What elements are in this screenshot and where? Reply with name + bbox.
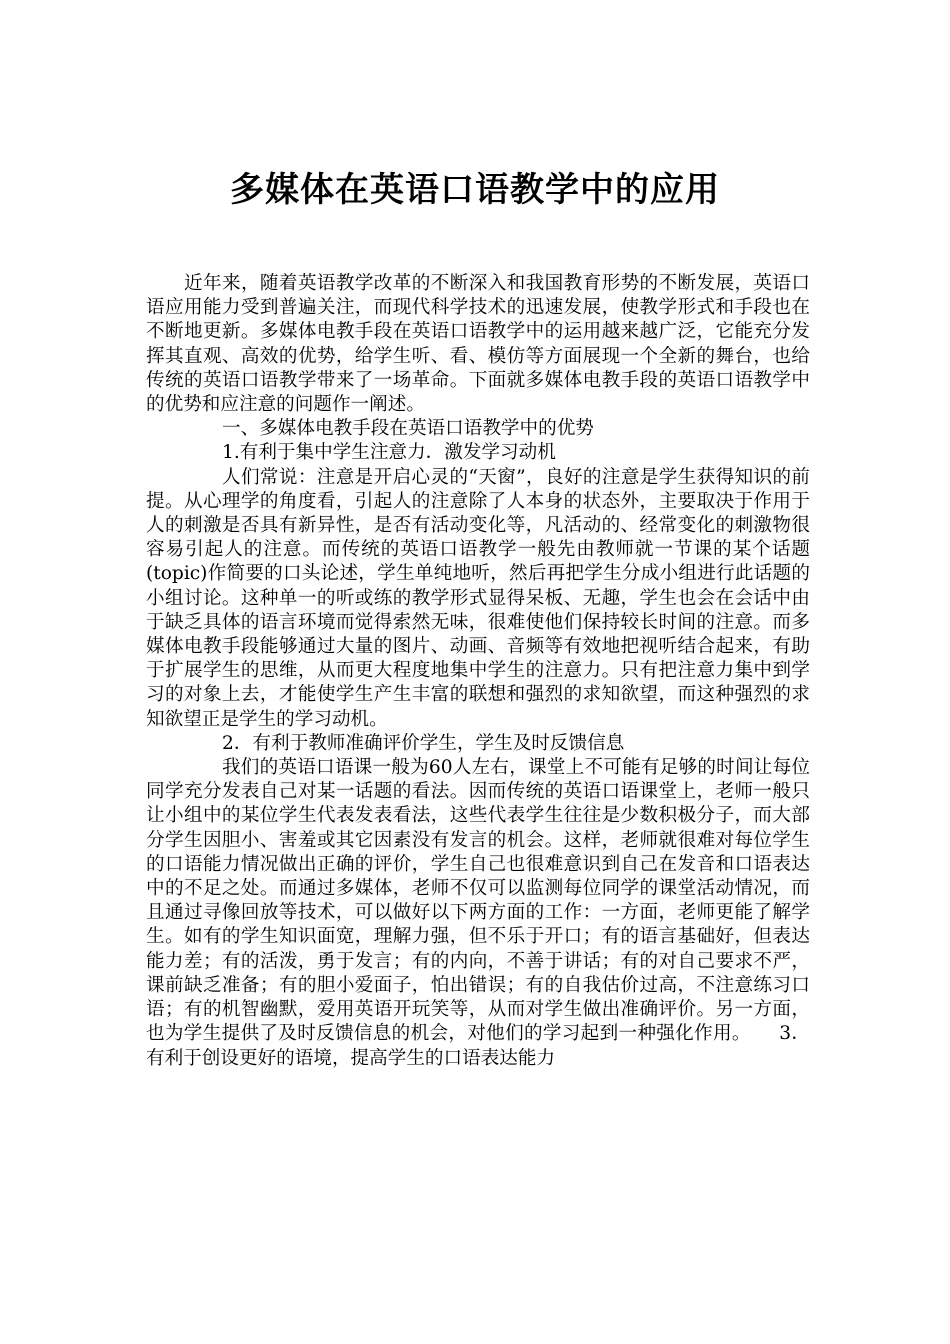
subsection-heading: 2．有利于教师准确评价学生，学生及时反馈信息 xyxy=(222,732,625,754)
document-body xyxy=(146,272,810,1071)
document-title: 多媒体在英语口语教学中的应用 xyxy=(230,170,720,210)
intro-paragraph: 近年来，随着英语教学改革的不断深入和我国教育形势的不断发展，英语口语应用能力受到普遍关注，而现代科学技术的迅速发展，使教学形式和手段也在不断地更新。多媒体电教手段在英语口语教学中的运用越来越广泛，它能充分发挥其直观、高效的优势，给学生听、看、模仿等方面展现一个全新的舞台，也给传统的英语口语教学带来了一场革命。下面就多媒体电教手段的英语口语教学中的优势和应注意的问题作一阐述。 xyxy=(146,273,810,416)
section-heading: 一、多媒体电教手段在英语口语教学中的优势 xyxy=(222,418,594,440)
body-paragraph: 人们常说：注意是开启心灵的“天窗”，良好的注意是学生获得知识的前提。从心理学的角度看，引起人的注意除了人本身的状态外，主要取决于作用于人的刺激是否具有新异性，是否有活动变化等，凡活动的、经常变化的刺激物很容易引起人的注意。而传统的英语口语教学一般先由教师就一节课的某个话题(topic)作简要的口头论述，学生单纯地听，然后再把学生分成小组进行此话题的小组讨论。这种单一的听或练的教学形式显得呆板、无趣，学生也会在会话中由于缺乏具体的语言环境而觉得索然无味，很难使他们保持较长时间的注意。而多媒体电教手段能够通过大量的图片、动画、音频等有效地把视听结合起来，有助于扩展学生的思维，从而更大程度地集中学生的注意力。只有把注意力集中到学习的对象上去，才能使学生产生丰富的联想和强烈的求知欲望，而这种强烈的求知欲望正是学生的学习动机。 xyxy=(146,466,810,730)
body-paragraph: 我们的英语口语课一般为60人左右，课堂上不可能有足够的时间让每位同学充分发表自己对某一话题的看法。因而传统的英语口语课堂上，老师一般只让小组中的某位学生代表发表看法，这些代表学生往往是少数积极分子，而大部分学生因胆小、害羞或其它因素没有发言的机会。这样，老师就很难对每位学生的口语能力情况做出正确的评价，学生自己也很难意识到自己在发音和口语表达中的不足之处。而通过多媒体，老师不仅可以监测每位同学的课堂活动情况，而且通过寻像回放等技术，可以做好以下两方面的工作：一方面，老师更能了解学生。如有的学生知识面宽，理解力强，但不乐于开口；有的语言基础好，但表达能力差；有的活泼，勇于发言；有的内向，不善于讲话；有的对自己要求不严，课前缺乏准备；有的胆小爱面子，怕出错误；有的自我估价过高，不注意练习口语；有的机智幽默，爱用英语开玩笑等，从而对学生做出准确评价。另一方面，也为学生提供了及时反馈信息的机会，对他们的学习起到一种强化作用。 3．有利于创设更好的语境，提高学生的口语表达能力 xyxy=(146,757,810,1069)
subsection-heading: 1.有利于集中学生注意力．激发学习动机 xyxy=(222,442,556,464)
